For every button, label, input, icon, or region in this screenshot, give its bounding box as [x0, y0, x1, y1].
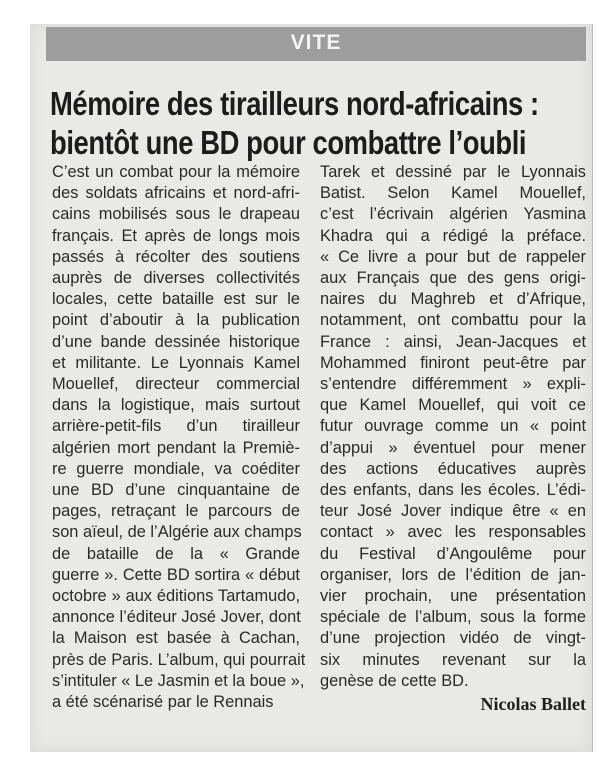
article-text-line: la Maison est basée à Cachan,	[52, 629, 300, 648]
article-text-line: d’appui » éventuel pour mener	[320, 438, 586, 457]
author-byline: Nicolas Ballet	[480, 694, 586, 715]
article-text-line: s’intituler « Le Jasmin et la boue »,	[52, 671, 305, 690]
article-text-line: naires du Maghreb et d’Afrique,	[320, 290, 586, 309]
article-text-line: s’entendre différemment » expli-	[320, 375, 586, 394]
headline-line-2: bientôt une BD pour combattre l’oubli	[50, 124, 527, 161]
article-text-line: locales, cette bataille est sur le	[52, 290, 300, 309]
article-text-line: spéciale de l’album, sous la forme	[320, 608, 586, 627]
headline-line-1: Mémoire des tirailleurs nord-africains :	[50, 85, 539, 122]
article-text-line: guerre ». Cette BD sortira « début	[52, 565, 300, 584]
article-text-line: Tarek et dessiné par le Lyonnais	[320, 163, 586, 181]
article-text-line: des enfants, dans les écoles. L’édi-	[320, 481, 586, 500]
article-text-line: près de Paris. L’album, qui pourrait	[52, 650, 306, 669]
article-text-line: cains mobilisés sous le drapeau	[52, 205, 300, 224]
article-text-line: point d’aboutir à la publication	[52, 311, 300, 330]
article-text-line: Mohammed finiront peut-être par	[320, 353, 586, 372]
article-text-line: c’est l’écrivain algérien Yasmina	[320, 205, 586, 224]
article-text-line: genèse de cette BD.	[320, 671, 469, 690]
article-text-line: auprès de diverses collectivités	[52, 269, 300, 288]
article-text-line: son aïeul, de l’Algérie aux champs	[52, 523, 302, 542]
article-text-line: six minutes revenant sur la	[320, 650, 586, 669]
article-text-line: futur ouvrage comme un « point	[320, 417, 586, 436]
article-text-line: Batist. Selon Kamel Mouellef,	[320, 184, 586, 203]
article-text-line: du Festival d’Angoulême pour	[320, 544, 586, 563]
article-text-line: que Kamel Mouellef, qui voit ce	[320, 396, 586, 415]
article-text-line: dans la logistique, mais surtout	[52, 396, 300, 415]
article-column-left	[52, 162, 306, 713]
article-text-line: a été scénarisé par le Rennais	[52, 693, 274, 712]
article-column-right	[320, 162, 586, 715]
article-text-line: contact » avec les responsables	[320, 523, 586, 542]
article-text-line: France : ainsi, Jean-Jacques et	[320, 332, 586, 351]
article-text-line: une BD d’une cinquantaine de	[52, 481, 300, 500]
article-text-line: octobre » aux éditions Tartamudo,	[52, 587, 300, 606]
article-text-line: re guerre mondiale, va coéditer	[52, 459, 300, 478]
article-text-line: Khadra qui a rédigé la préface.	[320, 226, 586, 245]
article-text-line: arrière-petit-fils d’un tirailleur	[52, 417, 300, 436]
article-text-line: français. Et après de longs mois	[52, 226, 300, 245]
article-text-line: des actions éducatives auprès	[320, 459, 586, 478]
article-text-line: vier prochain, une présentation	[320, 587, 586, 606]
article-text-line: teur José Jover indique être « en	[320, 502, 586, 521]
article-text-line: C’est un combat pour la mémoire	[52, 163, 300, 181]
article-text-line: Mouellef, directeur commercial	[52, 375, 300, 394]
article-text-line: d’une projection vidéo de vingt-	[320, 629, 586, 648]
article-text-line: aux Français que des gens origi-	[320, 269, 586, 288]
article-text-line: algérien mort pendant la Premiè-	[52, 438, 300, 457]
section-rubric-label: VITE	[290, 31, 342, 54]
article-text-line: d’une bande dessinée historique	[52, 332, 300, 351]
article-text-line: passés à récolter des soutiens	[52, 247, 300, 266]
article-text-line: « Ce livre a pour but de rappeler	[320, 247, 586, 266]
article-text-line: des soldats africains et nord-afri-	[52, 184, 300, 203]
article-text-line: organiser, lors de l’édition de jan-	[320, 565, 586, 584]
article-text-line: et militante. Le Lyonnais Kamel	[52, 353, 300, 372]
article-text-line: de bataille de la « Grande	[52, 544, 300, 563]
article-text-line: pages, retraçant le parcours de	[52, 502, 300, 521]
article-text-line: notamment, ont combattu pour la	[320, 311, 586, 330]
article-headline	[50, 84, 581, 162]
section-rubric-bar	[46, 27, 586, 61]
article-text-line: annonce l’éditeur José Jover, dont	[52, 608, 301, 627]
